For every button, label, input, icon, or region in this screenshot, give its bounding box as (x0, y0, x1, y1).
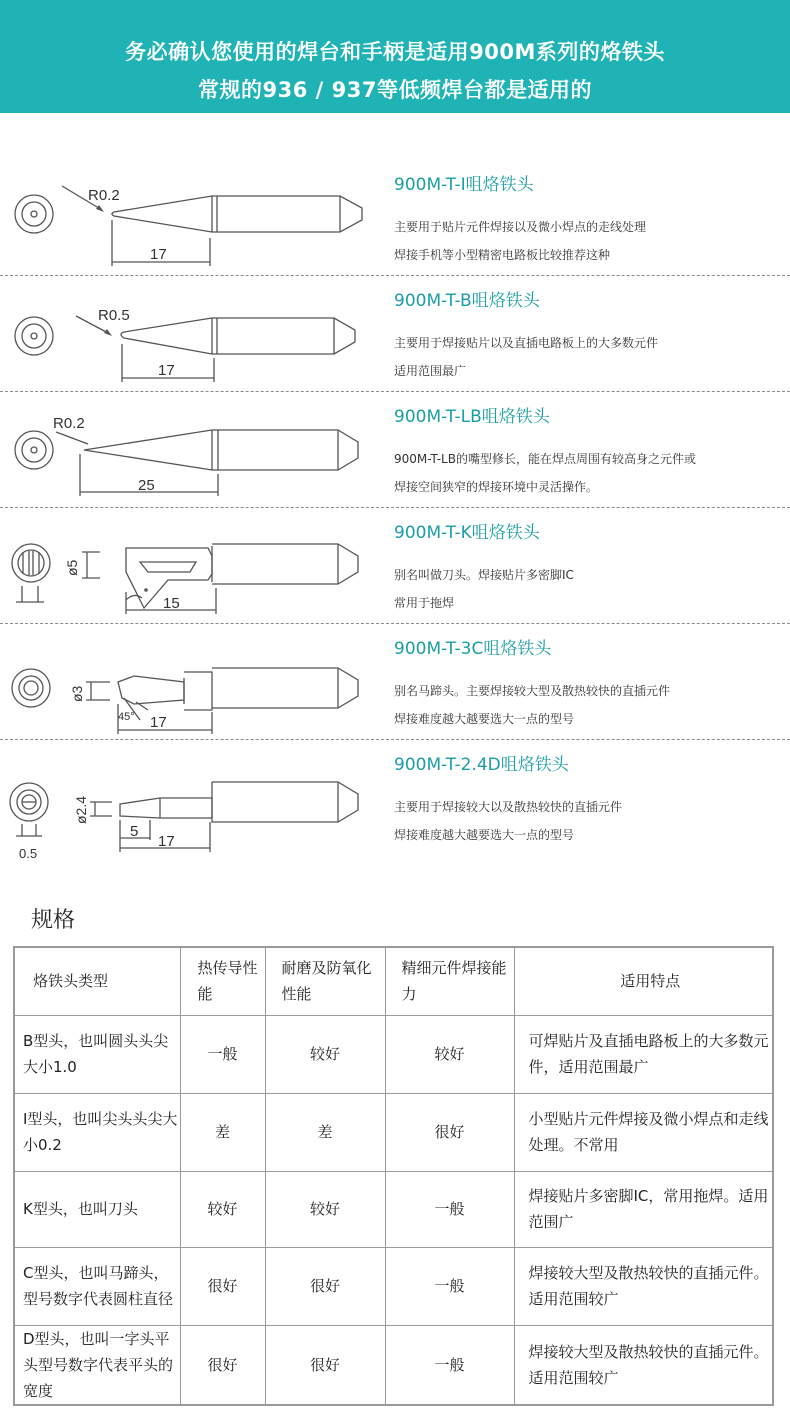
spec-cell-type: D型头，也叫一字头平头型号数字代表平头的宽度 (14, 1325, 180, 1405)
tip-k-length-label: 15 (163, 595, 180, 612)
spec-cell-features: 小型贴片元件焊接及微小焊点和走线处理。不常用 (514, 1093, 773, 1171)
spec-section-title: 规格 (31, 908, 76, 933)
tip-2-4d-thickness-label: 0.5 (19, 846, 38, 860)
spec-header-precision: 精细元件焊接能力 (385, 947, 514, 1015)
tip-k-desc-2: 常用于拖焊 (394, 596, 455, 610)
tip-3c-title: 900M-T-3C咀烙铁头 (394, 639, 552, 659)
tip-i-desc-1: 主要用于贴片元件焊接以及微小焊点的走线处理 (394, 220, 647, 234)
tip-i-drawing (0, 160, 390, 276)
spec-header-wear: 耐磨及防氧化性能 (265, 947, 385, 1015)
tip-2-4d-length-label: 17 (158, 833, 175, 850)
spec-cell-type: K型头，也叫刀头 (14, 1171, 180, 1247)
tip-3c-desc-2: 焊接难度越大越要选大一点的型号 (394, 712, 575, 726)
tip-b-title: 900M-T-B咀烙铁头 (394, 291, 540, 311)
tip-3c-desc-1: 别名马蹄头。主要焊接较大型及散热较快的直插元件 (394, 684, 671, 698)
spec-cell-wear: 很好 (265, 1325, 385, 1405)
spec-cell-type: B型头，也叫圆头头尖大小1.0 (14, 1015, 180, 1093)
tip-3c-angle-label: 45° (118, 711, 135, 723)
tip-item-lb (0, 392, 790, 508)
tip-lb-drawing (0, 392, 390, 508)
spec-cell-type: C型头，也叫马蹄头，型号数字代表圆柱直径 (14, 1247, 180, 1325)
tip-item-2-4d (0, 740, 790, 860)
tip-b-drawing (0, 276, 390, 392)
tip-2-4d-flat-label: 5 (130, 823, 139, 840)
tip-b-desc-1: 主要用于焊接贴片以及直插电路板上的大多数元件 (394, 336, 659, 350)
tip-3c-drawing (0, 624, 390, 740)
tip-2-4d-desc-1: 主要用于焊接较大以及散热较快的直插元件 (394, 800, 623, 814)
tip-2-4d-drawing (0, 740, 390, 860)
tip-lb-title: 900M-T-LB咀烙铁头 (394, 407, 550, 427)
spec-cell-precision: 较好 (385, 1015, 514, 1093)
spec-cell-precision: 一般 (385, 1171, 514, 1247)
tip-i-desc-2: 焊接手机等小型精密电路板比较推荐这种 (394, 248, 611, 262)
tip-lb-desc-1: 900M-T-LB的嘴型修长，能在焊点周围有较高身之元件或 (394, 452, 696, 466)
spec-cell-precision: 一般 (385, 1325, 514, 1405)
spec-cell-wear: 差 (265, 1093, 385, 1171)
spec-cell-heat: 很好 (180, 1247, 265, 1325)
table-row (14, 1015, 773, 1093)
tip-lb-length-label: 25 (138, 477, 155, 494)
spec-cell-features: 焊接贴片多密脚IC，常用拖焊。适用范围广 (514, 1171, 773, 1247)
table-row (14, 1325, 773, 1405)
tip-k-title: 900M-T-K咀烙铁头 (394, 523, 540, 543)
spec-header-heat: 热传导性能 (180, 947, 265, 1015)
tip-b-radius-label: R0.5 (98, 307, 130, 324)
spec-header-features: 适用特点 (514, 947, 773, 1015)
spec-cell-heat: 很好 (180, 1325, 265, 1405)
spec-header-type: 烙铁头类型 (14, 947, 180, 1015)
spec-cell-features: 焊接较大型及散热较快的直插元件。适用范围较广 (514, 1247, 773, 1325)
tip-3c-length-label: 17 (150, 714, 167, 731)
tip-b-desc-2: 适用范围最广 (394, 364, 467, 378)
spec-cell-wear: 较好 (265, 1171, 385, 1247)
spec-table (13, 946, 774, 1406)
spec-cell-heat: 一般 (180, 1015, 265, 1093)
tip-3c-diameter-label: ø3 (69, 685, 85, 702)
tip-k-desc-1: 别名叫做刀头。焊接贴片多密脚IC (394, 568, 574, 582)
tip-i-length-label: 17 (150, 246, 167, 263)
tip-2-4d-desc-2: 焊接难度越大越要选大一点的型号 (394, 828, 575, 842)
tip-b-length-label: 17 (158, 362, 175, 379)
table-row (14, 1093, 773, 1171)
header-banner (0, 0, 790, 113)
table-row (14, 1171, 773, 1247)
spec-header-row (14, 947, 773, 1015)
tip-2-4d-title: 900M-T-2.4D咀烙铁头 (394, 755, 569, 775)
tip-i-title: 900M-T-I咀烙铁头 (394, 175, 534, 195)
tip-k-drawing (0, 508, 390, 624)
spec-cell-features: 焊接较大型及散热较快的直插元件。适用范围较广 (514, 1325, 773, 1405)
spec-cell-precision: 一般 (385, 1247, 514, 1325)
tip-lb-radius-label: R0.2 (53, 415, 85, 432)
table-row (14, 1247, 773, 1325)
tip-i-radius-label: R0.2 (88, 187, 120, 204)
spec-cell-heat: 较好 (180, 1171, 265, 1247)
spec-cell-wear: 很好 (265, 1247, 385, 1325)
tip-item-k (0, 508, 790, 624)
spec-cell-features: 可焊贴片及直插电路板上的大多数元件，适用范围最广 (514, 1015, 773, 1093)
tip-item-3c (0, 624, 790, 740)
tip-k-diameter-label: ø5 (64, 559, 80, 576)
spec-cell-heat: 差 (180, 1093, 265, 1171)
spec-cell-type: I型头，也叫尖头头尖大小0.2 (14, 1093, 180, 1171)
spec-cell-wear: 较好 (265, 1015, 385, 1093)
tip-2-4d-diameter-label: ø2.4 (73, 795, 89, 824)
spec-cell-precision: 很好 (385, 1093, 514, 1171)
tip-item-b (0, 276, 790, 392)
tip-item-i (0, 160, 790, 276)
banner-line-2: 常规的936 / 937等低频焊台都是适用的 (198, 78, 592, 102)
banner-line-1: 务必确认您使用的焊台和手柄是适用900M系列的烙铁头 (125, 40, 665, 64)
tip-lb-desc-2: 焊接空间狭窄的焊接环境中灵活操作。 (394, 480, 599, 494)
